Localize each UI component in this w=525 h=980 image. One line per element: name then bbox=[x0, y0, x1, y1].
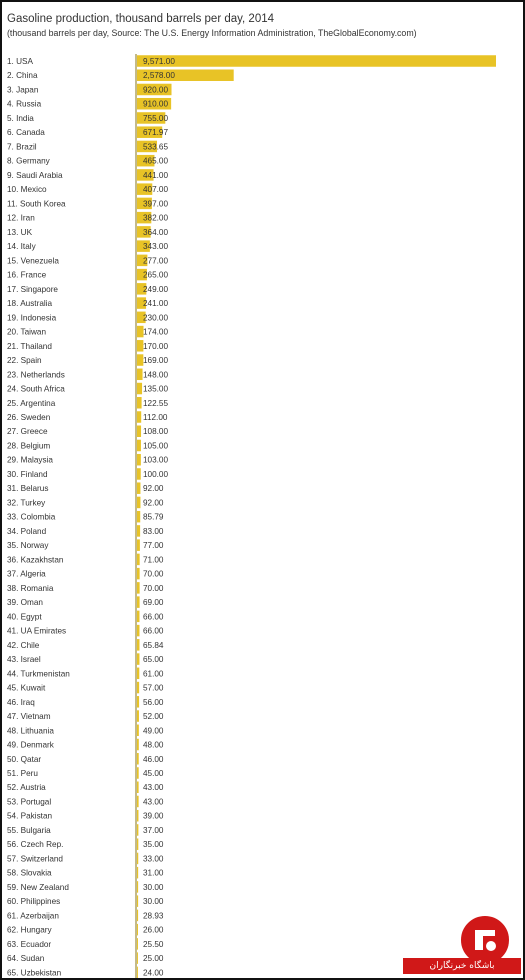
category-label: 37. Algeria bbox=[7, 569, 46, 579]
bar bbox=[137, 967, 138, 978]
category-label: 35. Norway bbox=[7, 541, 49, 551]
category-label: 11. South Korea bbox=[7, 199, 66, 209]
value-label: 43.00 bbox=[143, 783, 164, 793]
category-label: 13. UK bbox=[7, 227, 33, 237]
bar bbox=[137, 525, 140, 537]
bar bbox=[137, 910, 138, 922]
bar bbox=[137, 653, 139, 665]
bar bbox=[137, 383, 142, 395]
value-label: 465.00 bbox=[143, 156, 169, 166]
bar bbox=[137, 369, 143, 381]
category-label: 60. Philippines bbox=[7, 897, 61, 907]
category-label: 43. Israel bbox=[7, 655, 41, 665]
value-label: 265.00 bbox=[143, 270, 169, 280]
category-label: 27. Greece bbox=[7, 427, 48, 437]
value-label: 33.00 bbox=[143, 854, 164, 864]
category-label: 45. Kuwait bbox=[7, 683, 46, 693]
chart-subtitle: (thousand barrels per day, Source: The U.S. Energy Information Administration, TheGlobalEconomy.com) bbox=[7, 28, 417, 38]
bar bbox=[137, 838, 138, 850]
bar bbox=[137, 511, 140, 523]
category-label: 62. Hungary bbox=[7, 925, 52, 935]
value-label: 66.00 bbox=[143, 626, 164, 636]
bar bbox=[137, 867, 138, 879]
bar bbox=[137, 767, 139, 779]
value-label: 241.00 bbox=[143, 299, 169, 309]
bar bbox=[137, 482, 140, 494]
bar bbox=[137, 554, 140, 566]
bar bbox=[137, 454, 141, 466]
bar bbox=[137, 539, 140, 551]
value-label: 66.00 bbox=[143, 612, 164, 622]
category-label: 7. Brazil bbox=[7, 142, 37, 152]
category-label: 49. Denmark bbox=[7, 740, 54, 750]
value-label: 46.00 bbox=[143, 754, 164, 764]
value-label: 45.00 bbox=[143, 769, 164, 778]
category-label: 52. Austria bbox=[7, 783, 46, 793]
value-label: 148.00 bbox=[143, 370, 169, 380]
value-label: 277.00 bbox=[143, 256, 169, 266]
category-label: 29. Malaysia bbox=[7, 455, 53, 465]
category-label: 42. Chile bbox=[7, 640, 40, 650]
value-label: 169.00 bbox=[143, 356, 169, 366]
value-label: 105.00 bbox=[143, 441, 169, 451]
value-label: 25.00 bbox=[143, 954, 164, 964]
value-label: 92.00 bbox=[143, 484, 164, 494]
category-label: 18. Australia bbox=[7, 299, 53, 309]
category-label: 28. Belgium bbox=[7, 441, 51, 451]
value-label: 39.00 bbox=[143, 811, 164, 821]
value-label: 61.00 bbox=[143, 669, 164, 679]
value-label: 30.00 bbox=[143, 897, 164, 907]
category-label: 46. Iraq bbox=[7, 697, 35, 707]
category-label: 61. Azerbaijan bbox=[7, 911, 59, 921]
bar bbox=[137, 497, 140, 509]
category-label: 41. UA Emirates bbox=[7, 626, 67, 636]
value-label: 170.00 bbox=[143, 341, 169, 351]
value-label: 57.00 bbox=[143, 683, 164, 693]
category-label: 65. Uzbekistan bbox=[7, 968, 62, 978]
bar bbox=[137, 468, 141, 480]
bar bbox=[137, 625, 139, 637]
value-label: 28.93 bbox=[143, 911, 164, 921]
category-label: 39. Oman bbox=[7, 598, 43, 608]
bar bbox=[137, 881, 138, 893]
bar bbox=[137, 568, 140, 580]
value-label: 56.00 bbox=[143, 697, 164, 707]
category-label: 57. Switzerland bbox=[7, 854, 63, 864]
watermark-label: باشگاه خبرنگاران bbox=[403, 958, 521, 974]
category-label: 19. Indonesia bbox=[7, 313, 57, 323]
category-label: 10. Mexico bbox=[7, 185, 47, 195]
value-label: 69.00 bbox=[143, 598, 164, 608]
category-label: 3. Japan bbox=[7, 85, 39, 95]
value-label: 230.00 bbox=[143, 313, 169, 323]
category-label: 20. Taiwan bbox=[7, 327, 46, 337]
bar bbox=[137, 639, 139, 651]
category-label: 24. South Africa bbox=[7, 384, 65, 394]
category-label: 48. Lithuania bbox=[7, 726, 54, 736]
category-label: 6. Canada bbox=[7, 128, 45, 138]
category-label: 32. Turkey bbox=[7, 498, 46, 508]
bar bbox=[137, 710, 139, 722]
value-label: 2,578.00 bbox=[143, 71, 175, 81]
category-label: 34. Poland bbox=[7, 526, 47, 536]
category-label: 17. Singapore bbox=[7, 284, 58, 294]
bar bbox=[137, 895, 138, 907]
category-label: 59. New Zealand bbox=[7, 882, 69, 892]
value-label: 108.00 bbox=[143, 427, 169, 437]
value-label: 382.00 bbox=[143, 213, 169, 223]
bar bbox=[137, 824, 138, 836]
category-label: 64. Sudan bbox=[7, 954, 45, 964]
category-label: 54. Pakistan bbox=[7, 811, 53, 821]
value-label: 49.00 bbox=[143, 726, 164, 736]
value-label: 407.00 bbox=[143, 185, 169, 195]
value-label: 65.00 bbox=[143, 655, 164, 665]
bar bbox=[137, 781, 139, 793]
value-label: 52.00 bbox=[143, 712, 164, 722]
value-label: 441.00 bbox=[143, 170, 169, 180]
category-label: 8. Germany bbox=[7, 156, 50, 166]
value-label: 397.00 bbox=[143, 199, 169, 209]
category-label: 44. Turkmenistan bbox=[7, 669, 70, 679]
category-label: 40. Egypt bbox=[7, 612, 42, 622]
bar bbox=[137, 696, 139, 708]
category-label: 16. France bbox=[7, 270, 47, 280]
value-label: 364.00 bbox=[143, 227, 169, 237]
category-label: 21. Thailand bbox=[7, 341, 52, 351]
value-label: 249.00 bbox=[143, 284, 169, 294]
bar bbox=[137, 596, 140, 608]
value-label: 65.84 bbox=[143, 640, 164, 650]
value-label: 671.97 bbox=[143, 128, 169, 138]
bar bbox=[137, 853, 138, 865]
bar bbox=[137, 682, 139, 694]
value-label: 43.00 bbox=[143, 797, 164, 807]
category-label: 56. Czech Rep. bbox=[7, 840, 64, 850]
value-label: 135.00 bbox=[143, 384, 169, 394]
bar bbox=[137, 582, 140, 594]
category-label: 2. China bbox=[7, 71, 38, 81]
category-label: 50. Qatar bbox=[7, 754, 42, 764]
bar bbox=[137, 739, 139, 751]
category-label: 38. Romania bbox=[7, 583, 54, 593]
value-label: 92.00 bbox=[143, 498, 164, 508]
category-label: 58. Slovakia bbox=[7, 868, 52, 878]
bar bbox=[137, 725, 139, 737]
bar bbox=[137, 55, 496, 67]
value-label: 24.00 bbox=[143, 968, 164, 978]
bar bbox=[137, 810, 138, 822]
category-label: 30. Finland bbox=[7, 469, 48, 479]
value-label: 112.00 bbox=[143, 413, 168, 422]
bar bbox=[137, 753, 139, 765]
value-label: 77.00 bbox=[143, 541, 164, 551]
category-label: 14. Italy bbox=[7, 242, 36, 252]
value-label: 70.00 bbox=[143, 583, 164, 593]
value-label: 920.00 bbox=[143, 85, 169, 95]
value-label: 25.50 bbox=[143, 939, 164, 949]
category-label: 51. Peru bbox=[7, 769, 38, 778]
bar bbox=[137, 952, 138, 964]
category-label: 47. Vietnam bbox=[7, 712, 51, 722]
value-label: 48.00 bbox=[143, 740, 164, 750]
value-label: 70.00 bbox=[143, 569, 164, 579]
value-label: 85.79 bbox=[143, 512, 164, 522]
category-label: 12. Iran bbox=[7, 213, 35, 223]
category-label: 26. Sweden bbox=[7, 413, 51, 422]
value-label: 37.00 bbox=[143, 825, 164, 835]
bar bbox=[137, 668, 139, 680]
category-label: 4. Russia bbox=[7, 99, 42, 109]
chart-title: Gasoline production, thousand barrels per day, 2014 bbox=[7, 13, 275, 25]
bar-chart bbox=[2, 2, 523, 978]
value-label: 343.00 bbox=[143, 242, 169, 252]
value-label: 122.55 bbox=[143, 398, 169, 408]
category-label: 63. Ecuador bbox=[7, 939, 52, 949]
category-label: 36. Kazakhstan bbox=[7, 555, 64, 565]
value-label: 533.65 bbox=[143, 142, 169, 152]
watermark bbox=[401, 916, 521, 976]
bar bbox=[137, 425, 141, 437]
value-label: 755.00 bbox=[143, 113, 169, 123]
value-label: 910.00 bbox=[143, 99, 169, 109]
value-label: 30.00 bbox=[143, 882, 164, 892]
category-label: 15. Venezuela bbox=[7, 256, 59, 266]
bar bbox=[137, 411, 141, 423]
value-label: 35.00 bbox=[143, 840, 164, 850]
value-label: 103.00 bbox=[143, 455, 169, 465]
category-label: 53. Portugal bbox=[7, 797, 52, 807]
category-label: 9. Saudi Arabia bbox=[7, 170, 63, 180]
bar bbox=[137, 924, 138, 936]
value-label: 31.00 bbox=[143, 868, 164, 878]
value-label: 174.00 bbox=[143, 327, 169, 337]
category-label: 23. Netherlands bbox=[7, 370, 65, 380]
value-label: 100.00 bbox=[143, 469, 169, 479]
value-label: 9,571.00 bbox=[143, 57, 175, 66]
bar bbox=[137, 440, 141, 452]
category-label: 5. India bbox=[7, 113, 34, 123]
bar bbox=[137, 796, 139, 808]
value-label: 26.00 bbox=[143, 925, 164, 935]
value-label: 83.00 bbox=[143, 526, 164, 536]
category-label: 55. Bulgaria bbox=[7, 825, 51, 835]
bar bbox=[137, 938, 138, 950]
bar bbox=[137, 397, 142, 409]
value-label: 71.00 bbox=[143, 555, 164, 565]
category-label: 33. Colombia bbox=[7, 512, 56, 522]
category-label: 31. Belarus bbox=[7, 484, 49, 494]
category-label: 22. Spain bbox=[7, 356, 42, 366]
category-label: 1. USA bbox=[7, 57, 33, 66]
category-label: 25. Argentina bbox=[7, 398, 56, 408]
bar bbox=[137, 611, 139, 623]
